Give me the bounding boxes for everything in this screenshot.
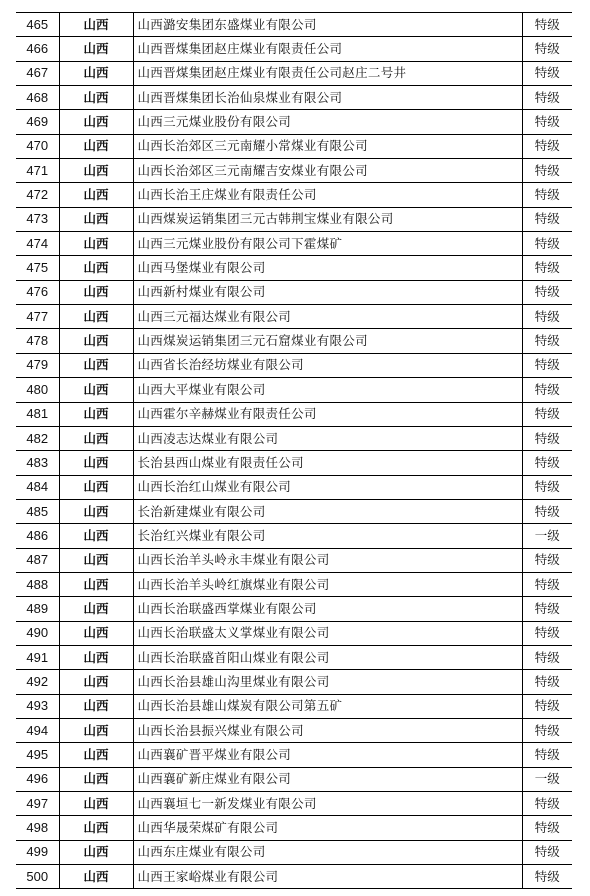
table-row [16, 183, 572, 207]
company-name-cell: 山西大平煤业有限公司 [133, 378, 522, 402]
table-row [16, 840, 572, 864]
table-row [16, 378, 572, 402]
row-number: 488 [16, 572, 59, 596]
row-number: 475 [16, 256, 59, 280]
grade-cell: 特级 [522, 792, 572, 816]
row-number: 479 [16, 353, 59, 377]
row-number: 491 [16, 645, 59, 669]
row-number: 487 [16, 548, 59, 572]
row-number: 496 [16, 767, 59, 791]
company-name-cell: 山西三元煤业股份有限公司下霍煤矿 [133, 232, 522, 256]
table-row [16, 110, 572, 134]
grade-cell: 特级 [522, 159, 572, 183]
row-number: 490 [16, 621, 59, 645]
table-row [16, 475, 572, 499]
grade-cell: 特级 [522, 86, 572, 110]
grade-cell: 特级 [522, 840, 572, 864]
province-cell: 山西 [59, 110, 133, 134]
row-number: 495 [16, 743, 59, 767]
province-cell: 山西 [59, 816, 133, 840]
grade-cell: 特级 [522, 499, 572, 523]
province-cell: 山西 [59, 597, 133, 621]
grade-cell: 特级 [522, 134, 572, 158]
row-number: 474 [16, 232, 59, 256]
company-name-cell: 长治新建煤业有限公司 [133, 499, 522, 523]
table-row [16, 159, 572, 183]
company-name-cell: 山西长治联盛太义掌煤业有限公司 [133, 621, 522, 645]
grade-cell: 特级 [522, 475, 572, 499]
province-cell: 山西 [59, 232, 133, 256]
row-number: 499 [16, 840, 59, 864]
table-row [16, 232, 572, 256]
grade-cell: 特级 [522, 110, 572, 134]
company-name-cell: 山西长治县雄山煤炭有限公司第五矿 [133, 694, 522, 718]
company-name-cell: 山西省长治经坊煤业有限公司 [133, 353, 522, 377]
grade-cell: 特级 [522, 256, 572, 280]
grade-cell: 特级 [522, 402, 572, 426]
company-name-cell: 山西长治郊区三元南耀小常煤业有限公司 [133, 134, 522, 158]
province-cell: 山西 [59, 621, 133, 645]
grade-cell: 特级 [522, 572, 572, 596]
province-cell: 山西 [59, 645, 133, 669]
row-number: 494 [16, 718, 59, 742]
province-cell: 山西 [59, 183, 133, 207]
company-name-cell: 山西潞安集团东盛煤业有限公司 [133, 13, 522, 37]
table-row [16, 767, 572, 791]
company-name-cell: 山西马堡煤业有限公司 [133, 256, 522, 280]
province-cell: 山西 [59, 13, 133, 37]
grade-cell: 特级 [522, 816, 572, 840]
row-number: 476 [16, 280, 59, 304]
province-cell: 山西 [59, 256, 133, 280]
province-cell: 山西 [59, 548, 133, 572]
row-number: 477 [16, 305, 59, 329]
company-name-cell: 山西新村煤业有限公司 [133, 280, 522, 304]
table-row [16, 86, 572, 110]
row-number: 484 [16, 475, 59, 499]
company-name-cell: 山西长治县振兴煤业有限公司 [133, 718, 522, 742]
table-row [16, 256, 572, 280]
company-name-cell: 山西王家峪煤业有限公司 [133, 865, 522, 889]
row-number: 467 [16, 61, 59, 85]
province-cell: 山西 [59, 499, 133, 523]
province-cell: 山西 [59, 718, 133, 742]
row-number: 481 [16, 402, 59, 426]
table-row [16, 134, 572, 158]
row-number: 478 [16, 329, 59, 353]
table-row [16, 670, 572, 694]
province-cell: 山西 [59, 402, 133, 426]
company-name-cell: 山西凌志达煤业有限公司 [133, 426, 522, 450]
table-row [16, 426, 572, 450]
table-row [16, 353, 572, 377]
province-cell: 山西 [59, 743, 133, 767]
company-name-cell: 山西长治联盛首阳山煤业有限公司 [133, 645, 522, 669]
province-cell: 山西 [59, 694, 133, 718]
province-cell: 山西 [59, 207, 133, 231]
row-number: 473 [16, 207, 59, 231]
grade-cell: 特级 [522, 621, 572, 645]
row-number: 465 [16, 13, 59, 37]
grade-cell: 特级 [522, 865, 572, 889]
province-cell: 山西 [59, 670, 133, 694]
province-cell: 山西 [59, 353, 133, 377]
company-name-cell: 山西晋煤集团赵庄煤业有限责任公司赵庄二号井 [133, 61, 522, 85]
grade-cell: 特级 [522, 670, 572, 694]
grade-cell: 特级 [522, 61, 572, 85]
province-cell: 山西 [59, 451, 133, 475]
grade-cell: 特级 [522, 378, 572, 402]
row-number: 492 [16, 670, 59, 694]
company-name-cell: 长治县西山煤业有限责任公司 [133, 451, 522, 475]
company-name-cell: 山西襄矿晋平煤业有限公司 [133, 743, 522, 767]
table-row [16, 621, 572, 645]
province-cell: 山西 [59, 86, 133, 110]
table-row [16, 451, 572, 475]
row-number: 483 [16, 451, 59, 475]
grade-cell: 特级 [522, 183, 572, 207]
grade-cell: 特级 [522, 37, 572, 61]
grade-cell: 特级 [522, 353, 572, 377]
table-row [16, 499, 572, 523]
table-body [16, 13, 572, 889]
company-name-cell: 山西煤炭运销集团三元古韩荆宝煤业有限公司 [133, 207, 522, 231]
province-cell: 山西 [59, 134, 133, 158]
company-name-cell: 山西华晟荣煤矿有限公司 [133, 816, 522, 840]
province-cell: 山西 [59, 305, 133, 329]
table-row [16, 597, 572, 621]
company-name-cell: 山西襄矿新庄煤业有限公司 [133, 767, 522, 791]
table-row [16, 572, 572, 596]
table-row [16, 329, 572, 353]
table-row [16, 865, 572, 889]
province-cell: 山西 [59, 524, 133, 548]
grade-cell: 特级 [522, 232, 572, 256]
row-number: 471 [16, 159, 59, 183]
company-name-cell: 山西长治县雄山沟里煤业有限公司 [133, 670, 522, 694]
company-name-cell: 山西襄垣七一新发煤业有限公司 [133, 792, 522, 816]
table-row [16, 305, 572, 329]
company-name-cell: 山西煤炭运销集团三元石窟煤业有限公司 [133, 329, 522, 353]
grade-cell: 一级 [522, 524, 572, 548]
grade-cell: 特级 [522, 280, 572, 304]
province-cell: 山西 [59, 426, 133, 450]
province-cell: 山西 [59, 61, 133, 85]
company-name-cell: 山西长治王庄煤业有限责任公司 [133, 183, 522, 207]
document-page [16, 12, 572, 889]
row-number: 472 [16, 183, 59, 207]
row-number: 468 [16, 86, 59, 110]
coal-mine-table [16, 12, 572, 889]
grade-cell: 特级 [522, 597, 572, 621]
row-number: 485 [16, 499, 59, 523]
province-cell: 山西 [59, 378, 133, 402]
table-row [16, 280, 572, 304]
table-row [16, 792, 572, 816]
table-row [16, 743, 572, 767]
grade-cell: 特级 [522, 13, 572, 37]
row-number: 482 [16, 426, 59, 450]
table-row [16, 402, 572, 426]
company-name-cell: 山西三元福达煤业有限公司 [133, 305, 522, 329]
row-number: 493 [16, 694, 59, 718]
province-cell: 山西 [59, 37, 133, 61]
company-name-cell: 山西晋煤集团长治仙泉煤业有限公司 [133, 86, 522, 110]
company-name-cell: 山西霍尔辛赫煤业有限责任公司 [133, 402, 522, 426]
row-number: 466 [16, 37, 59, 61]
company-name-cell: 山西长治郊区三元南耀吉安煤业有限公司 [133, 159, 522, 183]
grade-cell: 特级 [522, 548, 572, 572]
table-row [16, 13, 572, 37]
province-cell: 山西 [59, 767, 133, 791]
province-cell: 山西 [59, 280, 133, 304]
company-name-cell: 山西长治联盛西掌煤业有限公司 [133, 597, 522, 621]
row-number: 497 [16, 792, 59, 816]
row-number: 500 [16, 865, 59, 889]
grade-cell: 特级 [522, 329, 572, 353]
grade-cell: 特级 [522, 426, 572, 450]
grade-cell: 特级 [522, 207, 572, 231]
province-cell: 山西 [59, 159, 133, 183]
grade-cell: 特级 [522, 694, 572, 718]
row-number: 489 [16, 597, 59, 621]
company-name-cell: 山西长治羊头岭红旗煤业有限公司 [133, 572, 522, 596]
grade-cell: 特级 [522, 451, 572, 475]
row-number: 486 [16, 524, 59, 548]
grade-cell: 特级 [522, 645, 572, 669]
table-row [16, 645, 572, 669]
table-row [16, 61, 572, 85]
grade-cell: 特级 [522, 305, 572, 329]
company-name-cell: 山西长治红山煤业有限公司 [133, 475, 522, 499]
table-row [16, 694, 572, 718]
province-cell: 山西 [59, 840, 133, 864]
province-cell: 山西 [59, 475, 133, 499]
company-name-cell: 山西晋煤集团赵庄煤业有限责任公司 [133, 37, 522, 61]
grade-cell: 特级 [522, 718, 572, 742]
company-name-cell: 山西东庄煤业有限公司 [133, 840, 522, 864]
table-row [16, 816, 572, 840]
table-row [16, 37, 572, 61]
grade-cell: 一级 [522, 767, 572, 791]
table-row [16, 207, 572, 231]
row-number: 469 [16, 110, 59, 134]
province-cell: 山西 [59, 572, 133, 596]
table-row [16, 718, 572, 742]
company-name-cell: 长治红兴煤业有限公司 [133, 524, 522, 548]
row-number: 470 [16, 134, 59, 158]
grade-cell: 特级 [522, 743, 572, 767]
province-cell: 山西 [59, 329, 133, 353]
province-cell: 山西 [59, 865, 133, 889]
company-name-cell: 山西长治羊头岭永丰煤业有限公司 [133, 548, 522, 572]
company-name-cell: 山西三元煤业股份有限公司 [133, 110, 522, 134]
table-row [16, 524, 572, 548]
table-row [16, 548, 572, 572]
row-number: 498 [16, 816, 59, 840]
row-number: 480 [16, 378, 59, 402]
province-cell: 山西 [59, 792, 133, 816]
